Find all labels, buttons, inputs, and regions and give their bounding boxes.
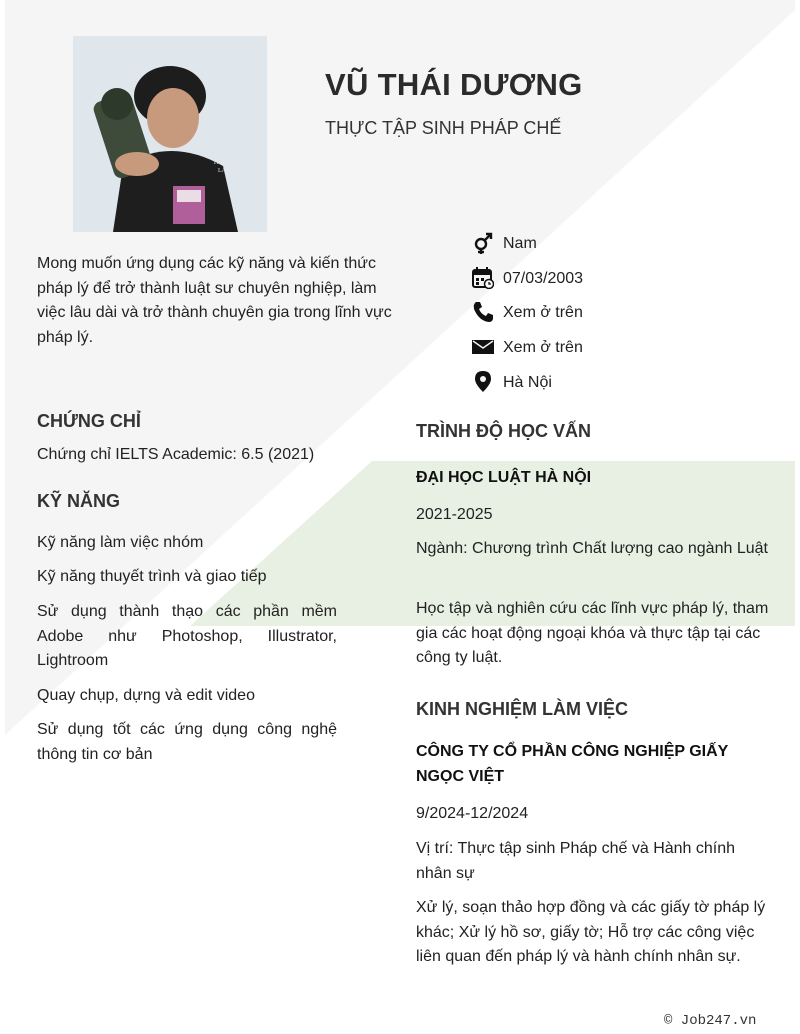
certificates-heading: CHỨNG CHỈ [37, 411, 141, 431]
profile-photo [73, 36, 267, 232]
experience-period: 9/2024-12/2024 [416, 805, 529, 822]
company-name: CÔNG TY CỔ PHẦN CÔNG NGHIỆP GIẤY NGỌC VIỆT [416, 743, 729, 785]
mail-icon [472, 336, 494, 358]
candidate-name: VŨ THÁI DƯƠNG [325, 67, 583, 102]
phone-icon [472, 301, 494, 323]
education-heading: TRÌNH ĐỘ HỌC VẤN [416, 421, 591, 441]
location-pin-icon [472, 371, 494, 393]
experience-position: Vị trí: Thực tập sinh Pháp chế và Hành chính nhân sự [416, 840, 736, 882]
contact-gender: Nam [472, 232, 772, 256]
education-description: Học tập và nghiên cứu các lĩnh vực pháp lý, tham gia các hoạt động ngoại khóa và thực tập tại các công ty luật. [416, 600, 769, 666]
contact-address: Hà Nội [472, 371, 772, 395]
contact-phone: Xem ở trên [472, 301, 772, 325]
certificate-item: Chứng chỉ IELTS Academic: 6.5 (2021) [37, 446, 315, 463]
footer-credit: © Job247.vn [664, 1013, 757, 1029]
svg-text:LAW: LAW [218, 168, 232, 174]
contact-birthday: 07/03/2003 [472, 267, 772, 291]
education-period: 2021-2025 [416, 506, 493, 523]
gender-icon [472, 232, 494, 254]
skill-item: Sử dụng tốt các ứng dụng công nghệ thông tin cơ bản [37, 721, 337, 763]
school-name: ĐẠI HỌC LUẬT HÀ NỘI [416, 469, 592, 486]
candidate-role: THỰC TẬP SINH PHÁP CHẾ [325, 118, 562, 138]
education-major: Ngành: Chương trình Chất lượng cao ngành Luật [416, 540, 768, 557]
experience-heading: KINH NGHIỆM LÀM VIỆC [416, 699, 629, 719]
experience-description: Xử lý, soạn thảo hợp đồng và các giấy tờ pháp lý khác; Xử lý hồ sơ, giấy tờ; Hỗ trợ các công việc liên quan đến pháp lý và hành chính nhân sự. [416, 899, 766, 965]
calendar-icon [472, 267, 494, 289]
skill-item: Sử dụng thành thạo các phần mềm Adobe như Photoshop, Illustrator, Lightroom [37, 603, 337, 669]
career-summary: Mong muốn ứng dụng các kỹ năng và kiến thức pháp lý để trở thành luật sư chuyên nghiệp, làm việc lâu dài và trở thành chuyên gia trong lĩnh vực pháp lý. [37, 255, 392, 346]
skill-item: Quay chụp, dựng và edit video [37, 687, 255, 704]
shirt-logo-text: THE TAM [213, 160, 239, 166]
contact-email: Xem ở trên [472, 336, 772, 360]
skill-item: Kỹ năng làm việc nhóm [37, 534, 204, 551]
skills-heading: KỸ NĂNG [37, 491, 121, 511]
skill-item: Kỹ năng thuyết trình và giao tiếp [37, 568, 267, 585]
